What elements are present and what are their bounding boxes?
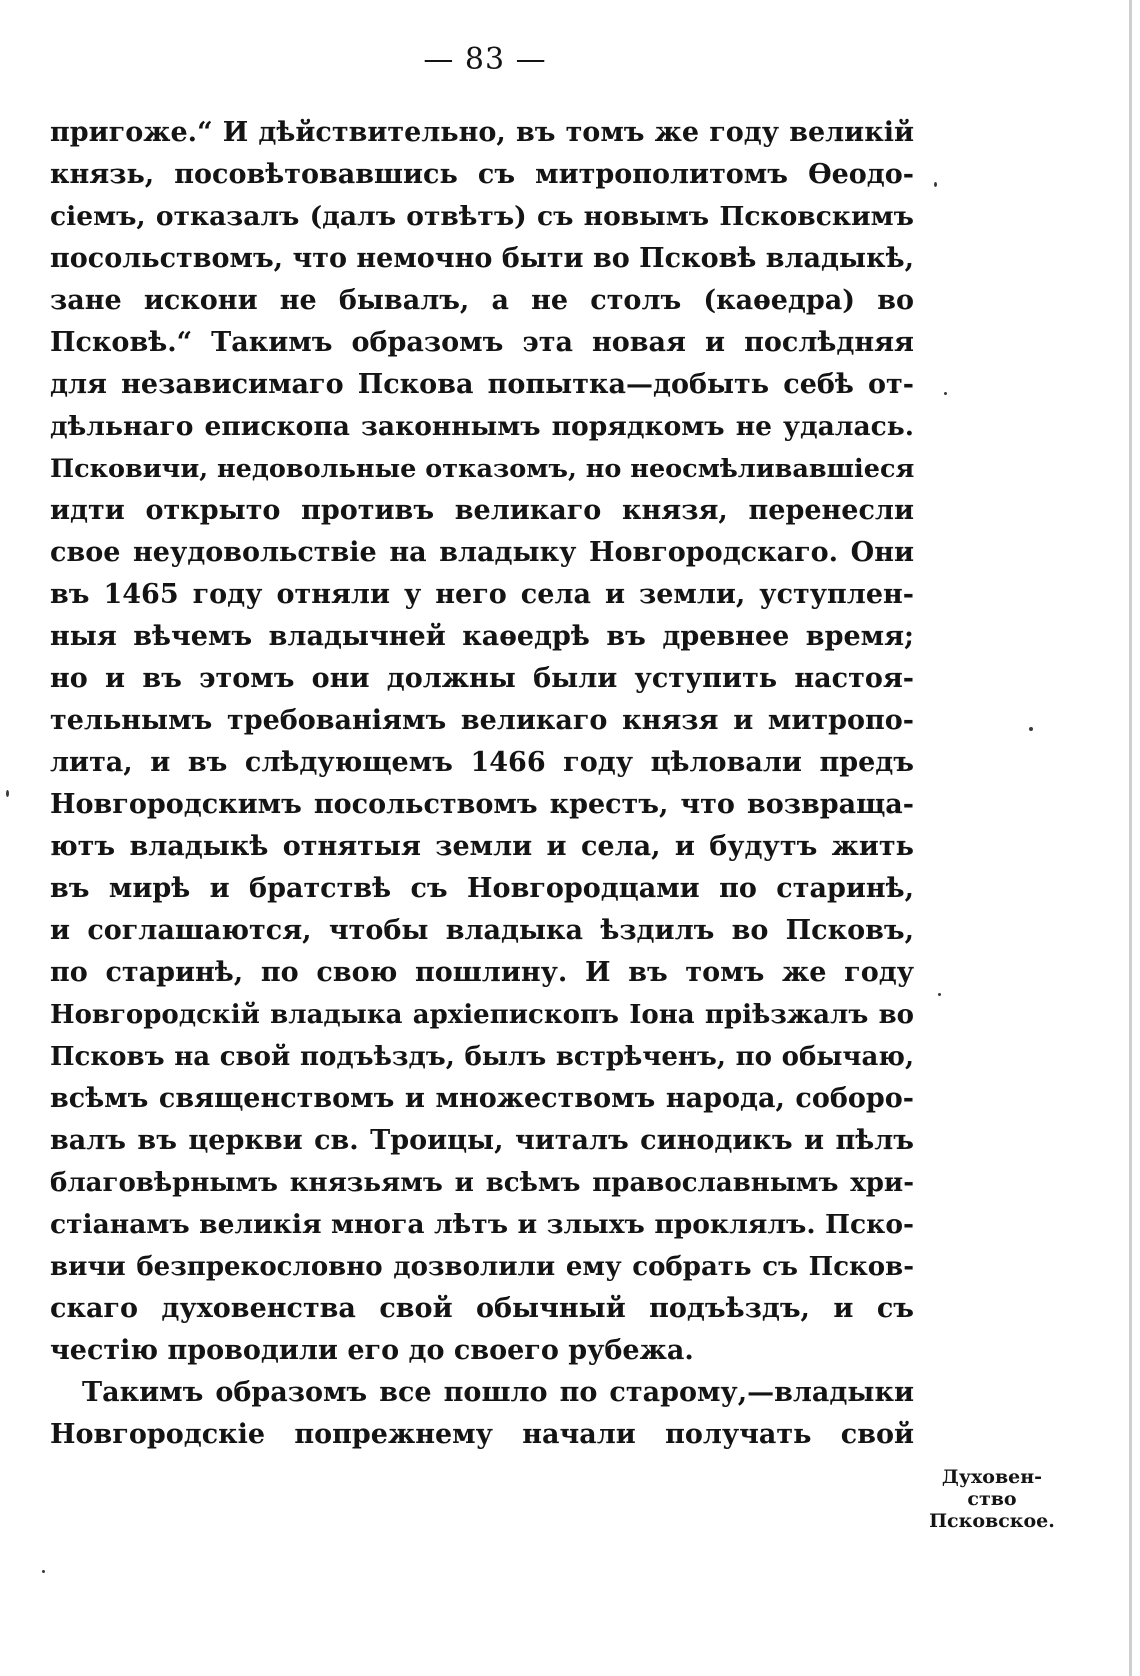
text-line: благовѣрнымъ князьямъ и всѣмъ православнымъ хри- xyxy=(50,1168,914,1198)
text-line: Новгородскимъ посольствомъ крестъ, что возвраща- xyxy=(50,789,914,820)
print-speck xyxy=(6,790,9,797)
margin-note xyxy=(922,1466,1062,1532)
text-line: въ 1465 году отняли у него села и земли, уступлен- xyxy=(50,579,914,610)
text-line: Новгородскіе попрежнему начали получать свой xyxy=(50,1419,914,1450)
print-speck xyxy=(938,993,941,996)
page-edge xyxy=(1129,0,1132,1676)
text-line: Псковичи, недовольные отказомъ, но неосмѣливавшіеся xyxy=(50,454,914,484)
text-line: свое неудовольствіе на владыку Новгородскаго. Они xyxy=(50,537,914,568)
text-line: зане искони не бывалъ, а не столъ (каѳедра) во xyxy=(50,285,914,316)
text-line: лита, и въ слѣдующемъ 1466 году цѣловали предъ xyxy=(50,747,914,778)
text-line: тельнымъ требованіямъ великаго князя и митропо- xyxy=(50,705,914,736)
print-speck xyxy=(42,1570,45,1573)
text-line: для независимаго Пскова попытка—добыть себѣ от- xyxy=(50,369,914,400)
text-line: посольствомъ, что немочно быти во Псковѣ владыкѣ, xyxy=(50,243,914,274)
print-speck xyxy=(934,182,937,187)
text-line: скаго духовенства свой обычный подъѣздъ, и съ xyxy=(50,1293,914,1324)
text-line: пригоже.“ И дѣйствительно, въ томъ же году великій xyxy=(50,117,914,148)
text-line: въ мирѣ и братствѣ съ Новгородцами по старинѣ, xyxy=(50,873,914,904)
print-speck xyxy=(1029,727,1033,731)
print-speck xyxy=(944,392,947,395)
text-line: Новгородскій владыка архіепископъ Іона пріѣзжалъ во xyxy=(50,1000,914,1030)
text-line: сіемъ, отказалъ (далъ отвѣтъ) съ новымъ Псковскимъ xyxy=(50,201,914,232)
text-line: всѣмъ священствомъ и множествомъ народа, соборо- xyxy=(50,1083,914,1114)
text-line: но и въ этомъ они должны были уступить настоя- xyxy=(50,663,914,694)
text-line: честію проводили его до своего рубежа. xyxy=(50,1335,694,1366)
text-line: дѣльнаго епископа законнымъ порядкомъ не удалась. xyxy=(50,411,914,442)
margin-note-line: Псковское. xyxy=(929,1510,1055,1532)
text-line: ныя вѣчемъ владычней каѳедрѣ въ древнее время; xyxy=(50,621,914,652)
text-line: Псковѣ.“ Такимъ образомъ эта новая и послѣдняя xyxy=(50,327,914,358)
margin-note-line: ство xyxy=(967,1488,1017,1510)
text-line: ютъ владыкѣ отнятыя земли и села, и будутъ жить xyxy=(50,831,914,862)
margin-note-line: Духовен- xyxy=(941,1466,1043,1488)
text-line: по старинѣ, по свою пошлину. И въ томъ же году xyxy=(50,957,914,988)
text-line: Псковъ на свой подъѣздъ, былъ встрѣченъ, по обычаю, xyxy=(50,1042,914,1072)
text-line: князь, посовѣтовавшись съ митрополитомъ Ѳеодо- xyxy=(50,159,914,190)
main-text xyxy=(50,112,914,1456)
text-line: валъ въ церкви св. Троицы, читалъ синодикъ и пѣлъ xyxy=(50,1125,914,1156)
text-line: Такимъ образомъ все пошло по старому,—владыки xyxy=(82,1377,914,1408)
text-line: и соглашаются, чтобы владыка ѣздилъ во Псковъ, xyxy=(50,915,914,946)
page-number: — 83 — xyxy=(423,42,547,77)
text-line: вичи безпрекословно дозволили ему собрать съ Псков- xyxy=(50,1252,914,1282)
text-line: стіанамъ великія многа лѣтъ и злыхъ проклялъ. Пско- xyxy=(50,1209,914,1240)
text-line: идти открыто противъ великаго князя, перенесли xyxy=(50,495,914,526)
